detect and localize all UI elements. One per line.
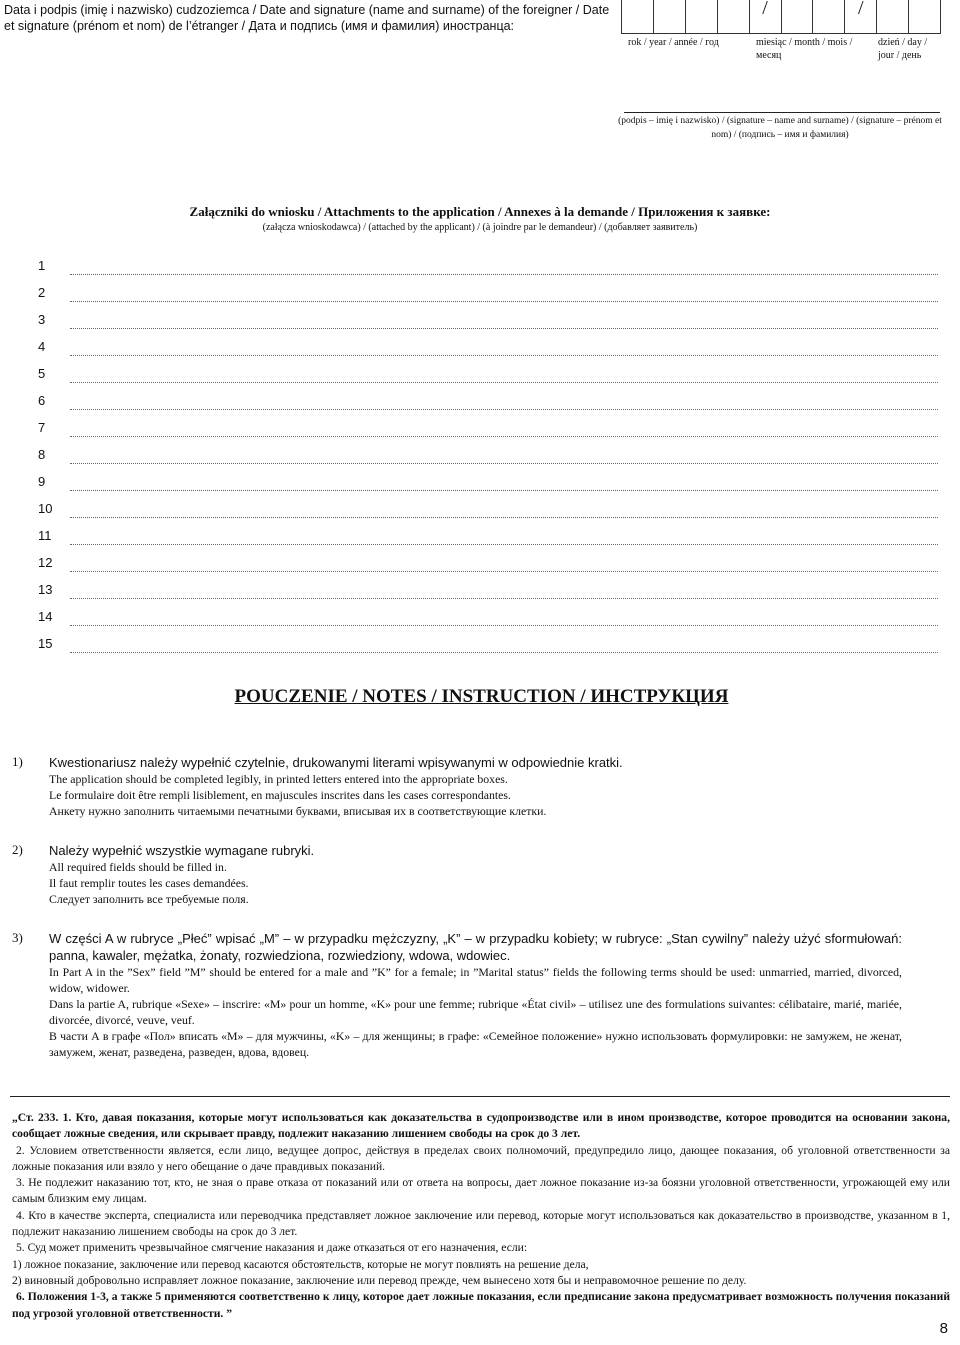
- month-box-1[interactable]: [781, 0, 813, 34]
- day-box-2[interactable]: [908, 0, 941, 34]
- note-text-en: In Part A in the ”Sex” field ”M” should be entered for a male and ”K” for a female; in ”Marital status” fields the following terms should be used: unmarried, married, divorced, widow, widower.: [49, 965, 902, 995]
- attachment-row-number: 10: [38, 501, 53, 516]
- note-text-en: The application should be completed legibly, in printed letters entered into the appropriate boxes.: [49, 772, 508, 786]
- law-paragraph-2: 2. Условием ответственности является, если лицо, ведущее допрос, действуя в пределах своих полномочий, предупредило лицо, дающее показания, об уголовной ответственности за ложные показания или взяло у него обещание о даче правдивых показаний.: [12, 1143, 950, 1173]
- year-label: rok / year / année / год: [628, 37, 719, 48]
- signature-line[interactable]: [624, 112, 940, 113]
- footnote-separator: [10, 1096, 950, 1097]
- note-number: 3): [12, 930, 23, 945]
- note-text-fr: Dans la partie A, rubrique «Sexe» – inscrire: «M» pour un homme, «K» pour une femme; rubrique «État civil» – utilisez une des formulations suivantes: célibataire, marié, mariée, divorcée, divorcé, veuve, veuf.: [49, 997, 902, 1027]
- attachment-row-field[interactable]: [70, 341, 938, 356]
- note-text-en: All required fields should be filled in.: [49, 860, 227, 874]
- date-separator-2: [844, 0, 876, 34]
- date-separator-1: [749, 0, 781, 34]
- law-paragraph-4: 4. Кто в качестве эксперта, специалиста или переводчика представляет ложное заключение или перевод, которые могут использоваться как доказательство в производстве, указанном в 1, подлежит наказанию лишением свободы на срок до 3 лет.: [12, 1208, 950, 1239]
- date-slash: /: [762, 0, 768, 19]
- law-paragraph-6: 6. Положения 1-3, а также 5 применяются соответственно к лицу, которое дает ложные показания, если предписание закона предусматривает возможность получения показаний под угрозой уголовной ответственности. ”: [12, 1290, 950, 1320]
- year-box-1[interactable]: [621, 0, 653, 34]
- attachment-row-number: 5: [38, 366, 46, 381]
- law-paragraph-5: 5. Суд может применить чрезвычайное смягчение наказания и даже отказаться от его назначения, если:: [16, 1241, 528, 1255]
- law-paragraph-5-point-2: 2) виновный добровольно исправляет ложное показание, заключение или перевод прежде, чем вынесено хотя бы и неправомочное решение по делу.: [12, 1273, 747, 1287]
- attachment-row-field[interactable]: [70, 368, 938, 383]
- attachment-row-field[interactable]: [70, 503, 938, 518]
- signature-date-label: Data i podpis (imię i nazwisko) cudzoziemca / Date and signature (name and surname) of the foreigner / Date et signature (prénom et nom) de l’étranger / Дата и подпись (имя и фамилия) иностранца:: [4, 3, 610, 33]
- day-box-1[interactable]: [876, 0, 908, 34]
- attachment-row-number: 11: [38, 528, 52, 543]
- attachment-row-field[interactable]: [70, 530, 938, 545]
- date-boxes[interactable]: [621, 0, 941, 34]
- law-paragraph-1: „Ст. 233. 1. Кто, давая показания, которые могут использоваться как доказательства в судопроизводстве или в ином производстве, которое проводится на основании закона, сообщает ложные сведения, или скрывает правду, подлежит наказанию лишением свободы на срок до 3 лет.: [12, 1111, 950, 1141]
- attachment-row-number: 15: [38, 636, 53, 651]
- attachment-row-number: 3: [38, 312, 46, 327]
- note-number: 2): [12, 842, 23, 857]
- attachment-row-field[interactable]: [70, 314, 938, 329]
- attachment-row-field[interactable]: [70, 584, 938, 599]
- attachment-row-field[interactable]: [70, 476, 938, 491]
- note-text-ru: Следует заполнить все требуемые поля.: [49, 892, 249, 906]
- attachment-row-field[interactable]: [70, 287, 938, 302]
- note-text-fr: Il faut remplir toutes les cases demandées.: [49, 876, 249, 890]
- page-number: 8: [939, 1320, 948, 1337]
- day-label: dzień / day / jour / день: [878, 37, 928, 61]
- note-item-2: [12, 842, 902, 907]
- note-text-ru: В части А в графе «Пол» вписать «M» – для мужчины, «K» – для женщины; в графе: «Семейное положение» нужно использовать формулировки: не замужем, не женат, замужем, женат, разведена, разведен, вдова, вдовец.: [49, 1029, 902, 1059]
- attachments-title: Załączniki do wniosku / Attachments to the application / Annexes à la demande / Приложения к заявке:: [189, 204, 771, 219]
- attachment-row-number: 4: [38, 339, 46, 354]
- attachment-row-field[interactable]: [70, 638, 938, 653]
- note-text-ru: Анкету нужно заполнить читаемыми печатными буквами, вписывая их в соответствующие клетки.: [49, 804, 547, 818]
- attachment-row-number: 12: [38, 555, 53, 570]
- date-slash: /: [858, 0, 864, 19]
- attachment-row-number: 6: [38, 393, 46, 408]
- note-text-pl: Kwestionariusz należy wypełnić czytelnie, drukowanymi literami wpisywanymi w odpowiednie kratki.: [49, 755, 623, 770]
- attachment-row-number: 13: [38, 582, 53, 597]
- signature-caption: (podpis – imię i nazwisko) / (signature – name and surname) / (signature – prénom et nom) / (подпись – имя и фамилия): [618, 116, 942, 140]
- notes-title: POUCZENIE / NOTES / INSTRUCTION / ИНСТРУКЦИЯ: [234, 686, 729, 707]
- law-paragraph-3: 3. Не подлежит наказанию тот, кто, не зная о праве отказа от показаний или от ответа на вопросы, дает ложное показание из-за боязни уголовной ответственности, угрожающей ему или самым близким ему лицам.: [12, 1176, 950, 1206]
- attachment-row-field[interactable]: [70, 395, 938, 410]
- note-item-1: [12, 754, 902, 819]
- note-item-3: [12, 930, 902, 1060]
- law-paragraph-5-point-1: 1) ложное показание, заключение или перевод касаются обстоятельств, которые не могут повлиять на решение дела,: [12, 1257, 589, 1271]
- attachment-row-number: 7: [38, 420, 46, 435]
- note-text-fr: Le formulaire doit être rempli lisiblement, en majuscules inscrites dans les cases correspondantes.: [49, 788, 511, 802]
- attachment-row-number: 9: [38, 474, 46, 489]
- note-text-pl: Należy wypełnić wszystkie wymagane rubryki.: [49, 843, 315, 858]
- attachment-row-number: 8: [38, 447, 46, 462]
- attachment-row-number: 14: [38, 609, 53, 624]
- year-box-2[interactable]: [653, 0, 685, 34]
- criminal-code-excerpt: [12, 1110, 950, 1322]
- attachments-subtitle: (załącza wnioskodawca) / (attached by the applicant) / (à joindre par le demandeur) / (добавляет заявитель): [262, 222, 698, 233]
- year-box-3[interactable]: [685, 0, 717, 34]
- note-text-pl: W części A w rubryce „Płeć” wpisać „M” – w przypadku mężczyzny, „K” – w przypadku kobiety; w rubryce: „Stan cywilny” należy użyć sformułowań: panna, kawaler, mężatka, żonaty, rozwiedziona, rozwiedziony, wdowa, wdowiec.: [49, 931, 902, 963]
- attachment-row-number: 1: [38, 258, 46, 273]
- month-label: miesiąc / month / mois / месяц: [756, 37, 853, 61]
- attachment-row-field[interactable]: [70, 611, 938, 626]
- attachment-row-number: 2: [38, 285, 46, 300]
- attachment-row-field[interactable]: [70, 449, 938, 464]
- attachment-row-field[interactable]: [70, 260, 938, 275]
- year-box-4[interactable]: [717, 0, 749, 34]
- attachment-row-field[interactable]: [70, 422, 938, 437]
- attachment-row-field[interactable]: [70, 557, 938, 572]
- note-number: 1): [12, 754, 23, 769]
- month-box-2[interactable]: [812, 0, 844, 34]
